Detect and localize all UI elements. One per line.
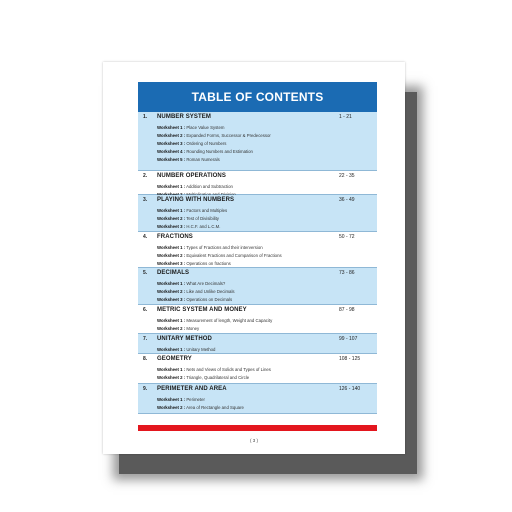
worksheet-item: Worksheet 2 : Like and Unlike Decimals — [157, 289, 235, 294]
toc-banner — [138, 82, 377, 112]
chapter-row — [138, 334, 377, 354]
worksheet-item: Worksheet 3 : Ordering of Numbers — [157, 141, 227, 146]
chapter-row — [138, 268, 377, 305]
worksheet-item: Worksheet 5 : Roman Numerals — [157, 157, 220, 162]
chapter-number: 3. — [143, 197, 148, 203]
worksheet-item: Worksheet 4 : Rounding Numbers and Estimation — [157, 149, 253, 154]
chapter-row — [138, 384, 377, 414]
toc-table — [138, 112, 377, 414]
chapter-number: 2. — [143, 173, 148, 179]
chapter-title: UNITARY METHOD — [157, 336, 212, 342]
worksheet-item: Worksheet 1 : Unitary Method — [157, 347, 216, 352]
worksheet-item: Worksheet 2 : Equivalent Fractions and Comparison of Fractions — [157, 253, 282, 258]
chapter-title: NUMBER OPERATIONS — [157, 173, 226, 179]
worksheet-item: Worksheet 3 : Operations on Decimals — [157, 297, 233, 302]
worksheet-item: Worksheet 3 : Operations on fractions — [157, 261, 231, 266]
worksheet-item: Worksheet 1 : Factors and Multiples — [157, 208, 228, 213]
worksheet-item: Worksheet 1 : What Are Decimals? — [157, 281, 226, 286]
worksheet-item: Worksheet 1 : Types of Fractions and their interversion — [157, 245, 263, 250]
chapter-pages: 99 - 107 — [339, 336, 358, 342]
chapter-title: METRIC SYSTEM AND MONEY — [157, 307, 247, 313]
chapter-pages: 1 - 21 — [339, 114, 352, 120]
chapter-row — [138, 171, 377, 195]
worksheet-item: Worksheet 2 : Money — [157, 326, 200, 331]
red-footer-bar — [138, 425, 377, 431]
chapter-number: 4. — [143, 234, 148, 240]
chapter-pages: 126 - 140 — [339, 386, 361, 392]
chapter-number: 1. — [143, 114, 148, 120]
chapter-title: GEOMETRY — [157, 356, 192, 362]
worksheet-item: Worksheet 1 : Perimeter — [157, 397, 205, 402]
chapter-pages: 22 - 35 — [339, 173, 355, 179]
chapter-pages: 36 - 49 — [339, 197, 355, 203]
chapter-pages: 108 - 125 — [339, 356, 361, 362]
chapter-pages: 73 - 86 — [339, 270, 355, 276]
document-page — [103, 62, 405, 454]
chapter-row — [138, 305, 377, 334]
chapter-pages: 87 - 98 — [339, 307, 355, 313]
worksheet-item: Worksheet 1 : Nets and Views of Solids and Types of Lines — [157, 367, 271, 372]
chapter-row — [138, 195, 377, 232]
worksheet-item: Worksheet 1 : Measurement of length, Weight and Capacity — [157, 318, 273, 323]
chapter-number: 7. — [143, 336, 148, 342]
chapter-title: NUMBER SYSTEM — [157, 114, 211, 120]
chapter-number: 8. — [143, 356, 148, 362]
chapter-number: 6. — [143, 307, 148, 313]
worksheet-item: Worksheet 1 : Place Value System — [157, 125, 225, 130]
chapter-row — [138, 354, 377, 384]
chapter-title: FRACTIONS — [157, 234, 193, 240]
chapter-row — [138, 232, 377, 268]
worksheet-item: Worksheet 2 : Area of Rectangle and Square — [157, 405, 244, 410]
chapter-title: DECIMALS — [157, 270, 190, 276]
chapter-title: PERIMETER AND AREA — [157, 386, 227, 392]
worksheet-item: Worksheet 1 : Addition and Subtraction — [157, 184, 233, 189]
worksheet-item: Worksheet 2 : Test of Divisibility — [157, 216, 219, 221]
toc-title: TABLE OF CONTENTS — [191, 90, 324, 104]
chapter-title: PLAYING WITH NUMBERS — [157, 197, 235, 203]
worksheet-item: Worksheet 3 : H.C.F. and L.C.M. — [157, 224, 221, 229]
page-number: ( 3 ) — [249, 438, 258, 443]
worksheet-item: Worksheet 2 : Triangle, Quadrilateral and Circle — [157, 375, 250, 380]
chapter-row — [138, 112, 377, 171]
chapter-number: 5. — [143, 270, 148, 276]
worksheet-item: Worksheet 2 : Expanded Forms, Successor & Predecessor — [157, 133, 271, 138]
chapter-number: 9. — [143, 386, 148, 392]
chapter-pages: 50 - 72 — [339, 234, 355, 240]
